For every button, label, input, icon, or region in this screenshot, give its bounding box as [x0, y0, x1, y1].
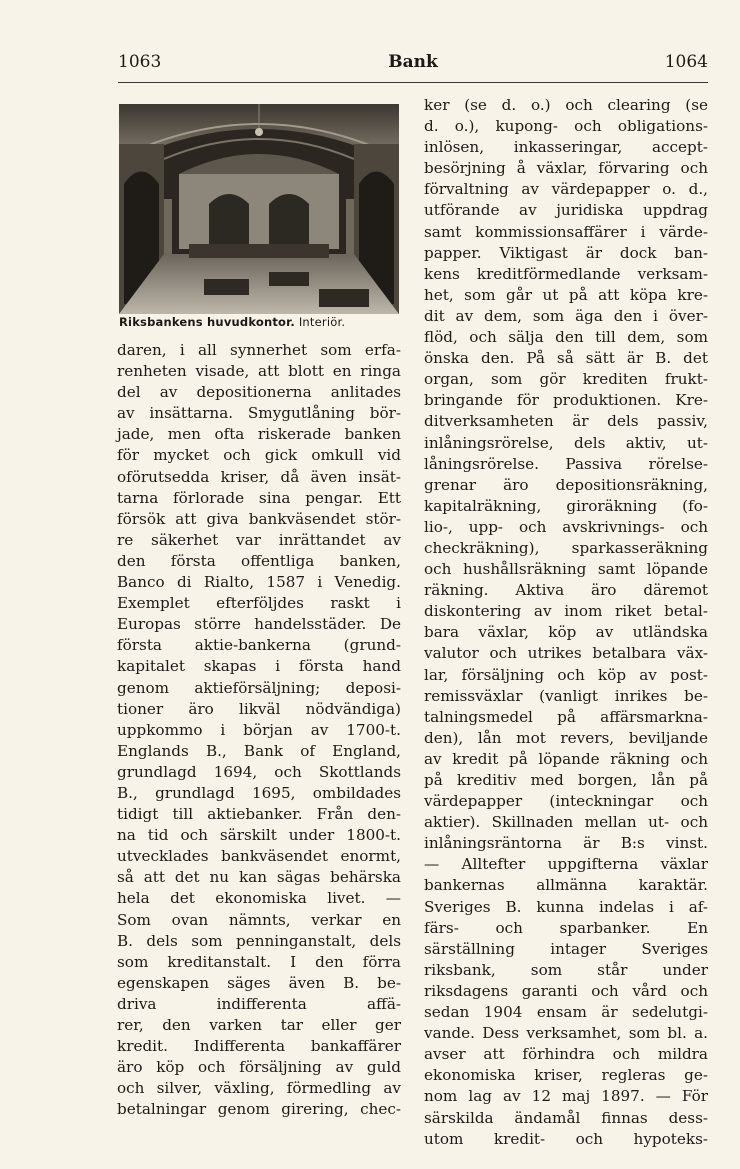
text-line: förvaltning av värdepapper o. d.,	[424, 180, 708, 199]
text-line: Exemplet efterföljdes raskt i	[117, 594, 401, 613]
text-line: inlösen, inkasseringar, accept-	[424, 138, 708, 157]
text-line: av kredit på löpande räkning och	[424, 749, 708, 768]
text-line: Englands B., Bank of England,	[117, 741, 401, 760]
text-line: papper. Viktigast är dock ban-	[424, 243, 708, 262]
text-line: ditverksamheten är dels passiv,	[424, 412, 708, 431]
text-line: na tid och särskilt under 1800-t.	[117, 826, 401, 845]
text-line: besörjning å växlar, förvaring och	[424, 159, 708, 178]
text-line: utförande av juridiska uppdrag	[424, 201, 708, 220]
text-line: grundlagd 1694, och Skottlands	[117, 762, 401, 781]
text-line: på kreditiv med borgen, lån på	[424, 771, 708, 789]
text-line: het, som går ut på att köpa kre-	[424, 285, 708, 304]
text-line: kredit. Indifferenta bankaffärer	[117, 1037, 401, 1056]
text-line: renheten visade, att blott en ringa	[117, 362, 401, 381]
text-line: B., grundlagd 1695, ombildades	[117, 783, 401, 802]
text-line: kapitalräkning, giroräkning (fo-	[424, 496, 708, 515]
text-line: lar, försäljning och köp av post-	[424, 665, 708, 684]
text-line: särskilda ändamål finnas dess-	[424, 1108, 708, 1127]
caption-rest: Interiör.	[294, 315, 346, 329]
text-line: d. o.), kupong- och obligations-	[424, 117, 708, 136]
text-line: bara växlar, köp av utländska	[424, 623, 708, 642]
text-line: uppkommo i början av 1700-t.	[117, 720, 401, 739]
text-line: hela det ekonomiska livet. —	[117, 889, 401, 908]
text-line: driva indifferenta affä-	[117, 994, 401, 1013]
text-line: utvecklades bankväsendet enormt,	[117, 847, 401, 866]
text-line: första aktie-bankerna (grund-	[117, 636, 401, 655]
left-column	[117, 340, 401, 1120]
text-line: bankernas allmänna karaktär.	[424, 876, 708, 895]
text-line: utom kredit- och hypoteks-	[424, 1129, 708, 1148]
text-line: jade, men ofta riskerade banken	[117, 425, 401, 444]
text-line: avser att förhindra och mildra	[424, 1045, 708, 1064]
caption-bold: Riksbankens huvudkontor.	[119, 315, 295, 329]
text-line: av insättarna. Smygutlåning bör-	[117, 404, 401, 423]
text-line: grenar äro depositionsräkning,	[424, 475, 708, 494]
text-line: den första offentliga banken,	[117, 551, 401, 570]
right-column	[424, 95, 708, 1150]
text-line: ker (se d. o.) och clearing (se	[424, 96, 708, 114]
text-line: färs- och sparbanker. En	[424, 918, 708, 937]
text-line: inlåningsräntorna är B:s vinst.	[424, 834, 708, 853]
text-line: värdepapper (inteckningar och	[424, 792, 708, 811]
text-line: flöd, och sälja den till dem, som	[424, 328, 708, 347]
text-line: riksbank, som står under	[424, 960, 708, 979]
text-line: oförutsedda kriser, då även insät-	[117, 467, 401, 486]
text-line: riksdagens garanti och vård och	[424, 981, 708, 1000]
text-line: re säkerhet var inrättandet av	[117, 530, 401, 549]
text-line: särställning intager Sveriges	[424, 939, 708, 958]
figure-caption	[119, 315, 399, 329]
text-line: och silver, växling, förmedling av	[117, 1079, 401, 1098]
text-line: daren, i all synnerhet som erfa-	[117, 341, 401, 359]
text-line: räkning. Aktiva äro däremot	[424, 581, 708, 600]
text-line: kens kreditförmedlande verksam-	[424, 264, 708, 283]
text-line: remissväxlar (vanligt inrikes be-	[424, 686, 708, 705]
page-number-right: 1064	[664, 52, 708, 72]
text-line: kapitalet skapas i första hand	[117, 657, 401, 676]
text-line: Sveriges B. kunna indelas i af-	[424, 897, 708, 916]
text-line: B. dels som penninganstalt, dels	[117, 931, 401, 950]
text-line: samt kommissionsaffärer i värde-	[424, 222, 708, 241]
text-line: Europas större handelsstäder. De	[117, 615, 401, 634]
text-line: betalningar genom girering, chec-	[117, 1100, 401, 1119]
text-line: den), lån mot revers, beviljande	[424, 728, 708, 747]
text-line: checkräkning), sparkasseräkning	[424, 538, 708, 557]
text-line: tioner äro likväl nödvändiga)	[117, 699, 401, 718]
text-line: sedan 1904 ensam är sedelutgi-	[424, 1003, 708, 1022]
text-line: tarna förlorade sina pengar. Ett	[117, 488, 401, 507]
text-line: organ, som gör krediten frukt-	[424, 370, 708, 389]
text-line: nom lag av 12 maj 1897. — För	[424, 1087, 708, 1106]
text-line: äro köp och försäljning av guld	[117, 1058, 401, 1077]
text-line: diskontering av inom riket betal-	[424, 602, 708, 621]
text-line: och hushållsräkning samt löpande	[424, 560, 708, 579]
text-line: för mycket och gick omkull vid	[117, 446, 401, 465]
text-line: Banco di Rialto, 1587 i Venedig.	[117, 573, 401, 592]
page-number-left: 1063	[118, 52, 162, 72]
text-line: så att det nu kan sägas behärska	[117, 868, 401, 887]
text-line: valutor och utrikes betalbara väx-	[424, 644, 708, 663]
text-line: talningsmedel på affärsmarkna-	[424, 707, 708, 726]
running-title: Bank	[388, 52, 438, 72]
text-line: inlåningsrörelse, dels aktiv, ut-	[424, 433, 708, 452]
text-line: som kreditanstalt. I den förra	[117, 952, 401, 971]
text-line: aktier). Skillnaden mellan ut- och	[424, 813, 708, 832]
text-line: dit av dem, som äga den i över-	[424, 306, 708, 325]
text-line: vande. Dess verksamhet, som bl. a.	[424, 1024, 708, 1043]
page-header	[118, 52, 708, 76]
text-line: Som ovan nämnts, verkar en	[117, 910, 401, 929]
bank-interior-photo	[119, 104, 399, 314]
text-line: genom aktieförsäljning; deposi-	[117, 678, 401, 697]
text-line: tidigt till aktiebanker. Från den-	[117, 805, 401, 824]
text-line: del av depositionerna anlitades	[117, 383, 401, 402]
text-line: låningsrörelse. Passiva rörelse-	[424, 454, 708, 473]
text-line: lio-, upp- och avskrivnings- och	[424, 517, 708, 536]
text-line: ekonomiska kriser, regleras ge-	[424, 1066, 708, 1085]
text-line: önska den. På så sätt är B. det	[424, 349, 708, 368]
text-line: försök att giva bankväsendet stör-	[117, 509, 401, 528]
header-rule	[118, 82, 708, 83]
text-line: rer, den varken tar eller ger	[117, 1016, 401, 1034]
text-line: bringande för produktionen. Kre-	[424, 391, 708, 410]
text-line: — Alltefter uppgifterna växlar	[424, 855, 708, 874]
text-line: egenskapen säges även B. be-	[117, 973, 401, 992]
